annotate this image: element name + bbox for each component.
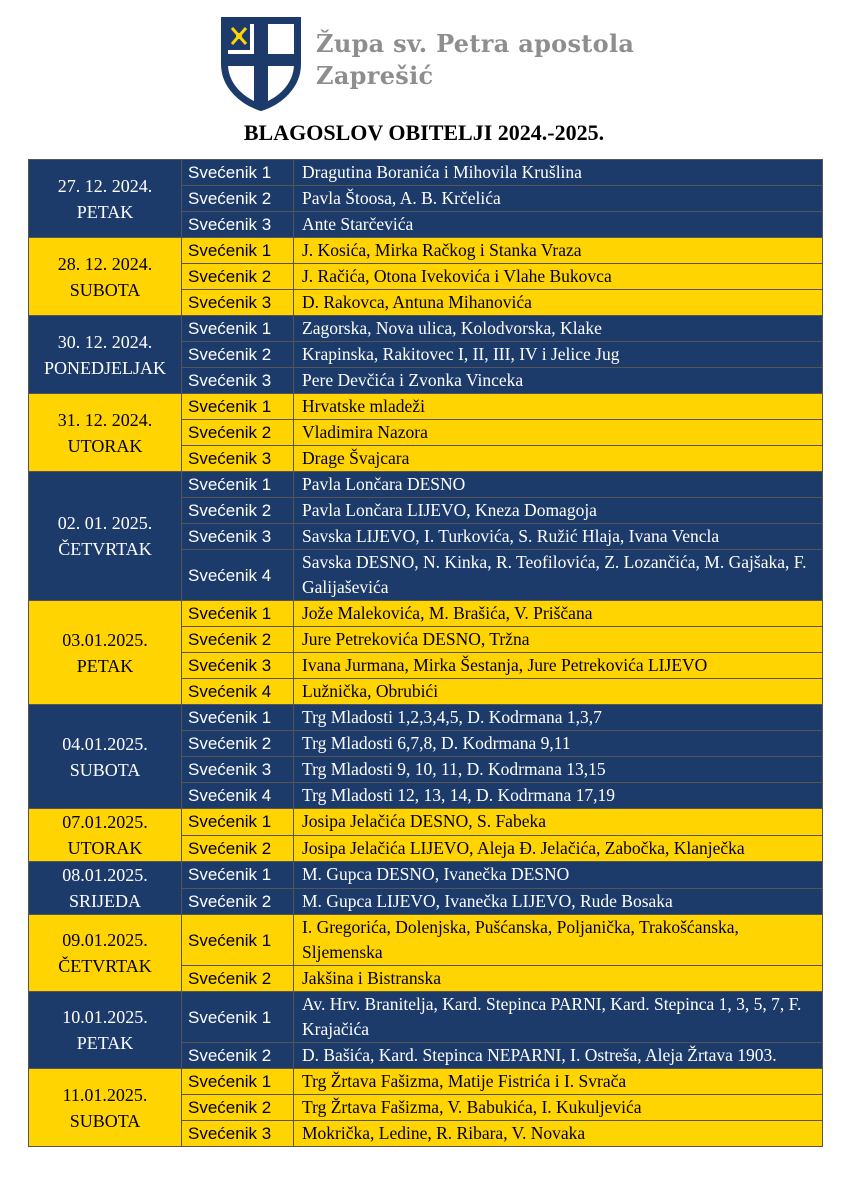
streets-cell: D. Bašića, Kard. Stepinca NEPARNI, I. Ostreša, Aleja Žrtava 1903. [294,1043,823,1069]
parish-name [316,28,634,92]
schedule-row [29,160,823,186]
streets-cell: Ivana Jurmana, Mirka Šestanja, Jure Petrekovića LIJEVO [294,653,823,679]
streets-cell: Trg Mladosti 9, 10, 11, D. Kodrmana 13,15 [294,757,823,783]
priest-cell: Svećenik 1 [182,316,294,342]
streets-cell: Mokrička, Ledine, R. Ribara, V. Novaka [294,1121,823,1147]
day-cell [29,601,182,705]
blessing-schedule-table [28,159,823,1147]
streets-cell: Pavla Lončara DESNO [294,472,823,498]
priest-cell: Svećenik 3 [182,524,294,550]
day-date: 28. 12. 2024. [57,253,153,274]
priest-cell: Svećenik 1 [182,1069,294,1095]
schedule-row [29,316,823,342]
day-date: 07.01.2025. [62,812,148,832]
streets-cell: Trg Mladosti 1,2,3,4,5, D. Kodrmana 1,3,7 [294,705,823,731]
day-weekday: UTORAK [67,435,143,456]
schedule-row [29,601,823,627]
schedule-row [29,472,823,498]
day-date: 30. 12. 2024. [57,331,153,352]
priest-cell: Svećenik 2 [182,1095,294,1121]
priest-cell: Svećenik 3 [182,368,294,394]
day-weekday: PETAK [76,1033,134,1053]
day-date: 11.01.2025. [62,1084,148,1105]
streets-cell: Hrvatske mladeži [294,394,823,420]
priest-cell: Svećenik 3 [182,446,294,472]
streets-cell: I. Gregorića, Dolenjska, Pušćanska, Poljanička, Trakošćanska, Sljemenska [294,915,823,966]
priest-cell: Svećenik 2 [182,186,294,212]
priest-cell: Svećenik 1 [182,915,294,966]
priest-cell: Svećenik 1 [182,862,294,889]
priest-cell: Svećenik 2 [182,627,294,653]
streets-cell: Trg Žrtava Fašizma, Matije Fistrića i I. Svrača [294,1069,823,1095]
streets-cell: Pavla Lončara LIJEVO, Kneza Domagoja [294,498,823,524]
priest-cell: Svećenik 4 [182,550,294,601]
day-cell [29,238,182,316]
priest-cell: Svećenik 1 [182,472,294,498]
day-date: 04.01.2025. [62,733,148,754]
day-cell [29,915,182,992]
schedule-row [29,1069,823,1095]
streets-cell: Vladimira Nazora [294,420,823,446]
schedule-row [29,915,823,966]
streets-cell: Trg Mladosti 12, 13, 14, D. Kodrmana 17,19 [294,783,823,809]
priest-cell: Svećenik 2 [182,342,294,368]
day-cell [29,992,182,1069]
streets-cell: Jože Malekovića, M. Brašića, V. Priščana [294,601,823,627]
day-date: 27. 12. 2024. [57,175,153,196]
priest-cell: Svećenik 3 [182,1121,294,1147]
parish-coat-of-arms-icon [220,16,302,112]
day-weekday: SUBOTA [69,279,141,300]
priest-cell: Svećenik 1 [182,809,294,836]
streets-cell: Pavla Štoosa, A. B. Krčelića [294,186,823,212]
schedule-row [29,705,823,731]
day-cell [29,809,182,862]
priest-cell: Svećenik 2 [182,835,294,862]
priest-cell: Svećenik 1 [182,238,294,264]
day-weekday: ČETVRTAK [58,539,152,559]
parish-name-line2: Zaprešić [316,61,434,90]
streets-cell: Josipa Jelačića DESNO, S. Fabeka [294,809,823,836]
day-weekday: PETAK [76,655,134,676]
priest-cell: Svećenik 3 [182,290,294,316]
priest-cell: Svećenik 3 [182,757,294,783]
streets-cell: Av. Hrv. Branitelja, Kard. Stepinca PARNI, Kard. Stepinca 1, 3, 5, 7, F. Krajačića [294,992,823,1043]
streets-cell: M. Gupca DESNO, Ivanečka DESNO [294,862,823,889]
day-date: 09.01.2025. [62,930,148,950]
priest-cell: Svećenik 4 [182,783,294,809]
priest-cell: Svećenik 2 [182,498,294,524]
day-weekday: SRIJEDA [68,891,141,911]
schedule-row [29,809,823,836]
priest-cell: Svećenik 1 [182,601,294,627]
schedule-row [29,992,823,1043]
day-cell [29,394,182,472]
priest-cell: Svećenik 2 [182,264,294,290]
streets-cell: Trg Mladosti 6,7,8, D. Kodrmana 9,11 [294,731,823,757]
priest-cell: Svećenik 1 [182,992,294,1043]
streets-cell: D. Rakovca, Antuna Mihanovića [294,290,823,316]
streets-cell: J. Račića, Otona Ivekovića i Vlahe Bukovca [294,264,823,290]
priest-cell: Svećenik 1 [182,160,294,186]
streets-cell: Drage Švajcara [294,446,823,472]
day-date: 02. 01. 2025. [57,513,153,533]
priest-cell: Svećenik 1 [182,705,294,731]
day-weekday: UTORAK [67,838,143,858]
streets-cell: Pere Devčića i Zvonka Vinceka [294,368,823,394]
streets-cell: Trg Žrtava Fašizma, V. Babukića, I. Kukuljevića [294,1095,823,1121]
parish-name-line1: Župa sv. Petra apostola [316,29,635,58]
priest-cell: Svećenik 2 [182,966,294,992]
day-weekday: PONEDJELJAK [43,357,166,378]
streets-cell: Jakšina i Bistranska [294,966,823,992]
day-date: 10.01.2025. [62,1007,148,1027]
schedule-row [29,862,823,889]
priest-cell: Svećenik 2 [182,1043,294,1069]
day-weekday: SUBOTA [69,1110,141,1131]
priest-cell: Svećenik 4 [182,679,294,705]
day-date: 31. 12. 2024. [57,409,153,430]
day-cell [29,160,182,238]
streets-cell: Jure Petrekovića DESNO, Tržna [294,627,823,653]
day-cell [29,316,182,394]
priest-cell: Svećenik 3 [182,653,294,679]
streets-cell: Savska DESNO, N. Kinka, R. Teofilovića, Z. Lozančića, M. Gajšaka, F. Galijaševića [294,550,823,601]
streets-cell: Lužnička, Obrubići [294,679,823,705]
priest-cell: Svećenik 3 [182,212,294,238]
schedule-row [29,238,823,264]
priest-cell: Svećenik 2 [182,888,294,915]
streets-cell: Krapinska, Rakitovec I, II, III, IV i Jelice Jug [294,342,823,368]
document-title: BLAGOSLOV OBITELJI 2024.-2025. [243,120,605,145]
priest-cell: Svećenik 2 [182,420,294,446]
streets-cell: Ante Starčevića [294,212,823,238]
priest-cell: Svećenik 1 [182,394,294,420]
document-header [0,0,848,160]
streets-cell: Josipa Jelačića LIJEVO, Aleja Đ. Jelačića, Zabočka, Klanječka [294,835,823,862]
streets-cell: Savska LIJEVO, I. Turkovića, S. Ružić Hlaja, Ivana Vencla [294,524,823,550]
streets-cell: Dragutina Boranića i Mihovila Krušlina [294,160,823,186]
day-cell [29,705,182,809]
day-cell [29,862,182,915]
streets-cell: M. Gupca LIJEVO, Ivanečka LIJEVO, Rude Bosaka [294,888,823,915]
day-date: 08.01.2025. [62,865,148,885]
day-weekday: PETAK [76,201,134,222]
day-weekday: SUBOTA [69,759,141,780]
day-weekday: ČETVRTAK [58,956,152,976]
day-cell [29,1069,182,1147]
day-cell [29,472,182,601]
day-date: 03.01.2025. [62,629,148,650]
priest-cell: Svećenik 2 [182,731,294,757]
streets-cell: J. Kosića, Mirka Račkog i Stanka Vraza [294,238,823,264]
streets-cell: Zagorska, Nova ulica, Kolodvorska, Klake [294,316,823,342]
schedule-row [29,394,823,420]
